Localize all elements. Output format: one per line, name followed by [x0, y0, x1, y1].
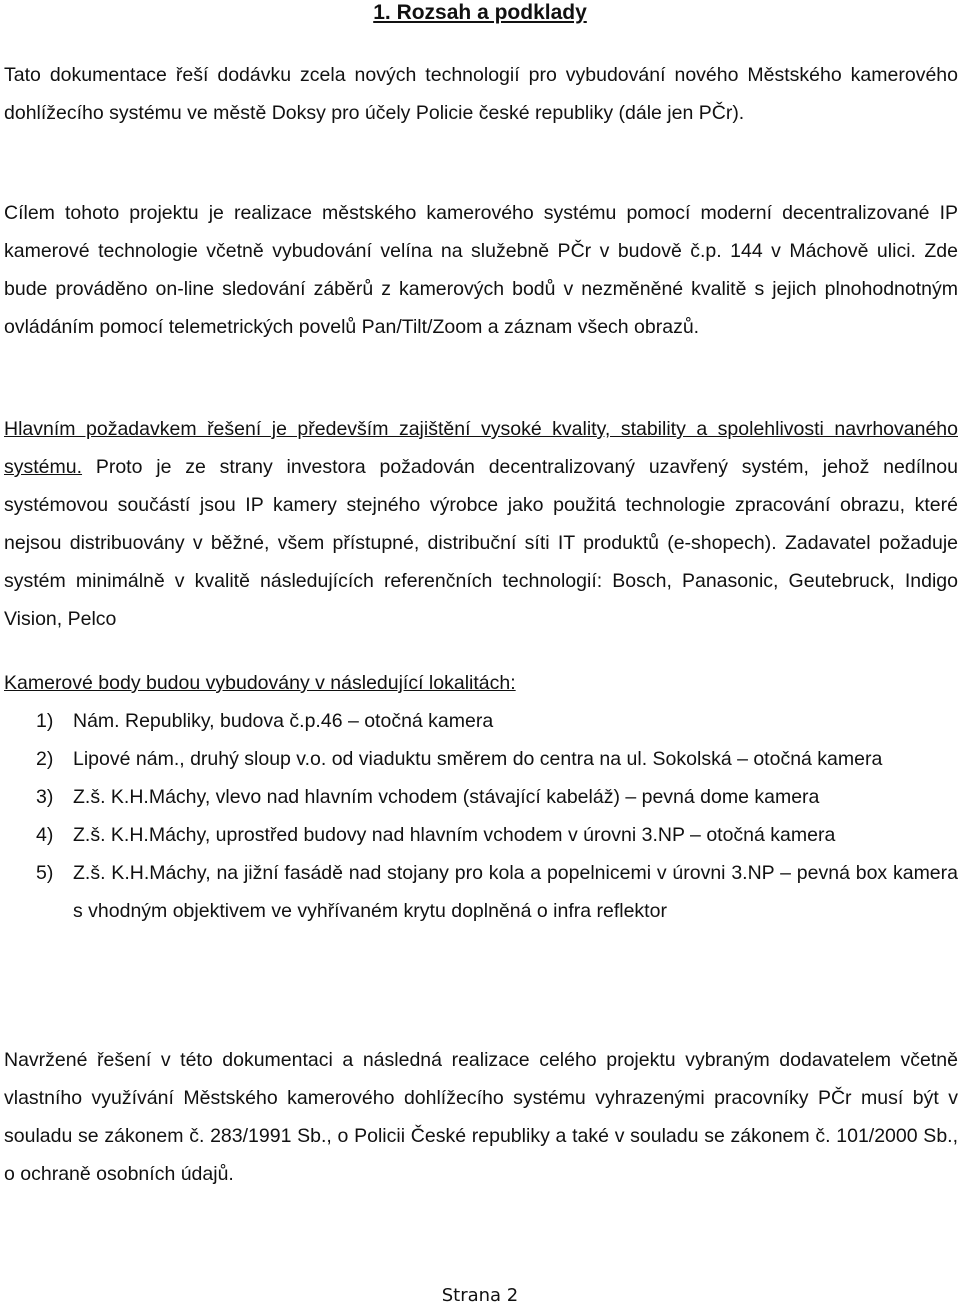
list-item — [0, 816, 958, 854]
requirement-text: Proto je ze strany investora požadován decentralizovaný uzavřený systém, jehož nedílnou systémovou součástí jsou IP kamery stejného výrobce jako použitá technologie zpracování obrazu, které nejsou distribuovány v běžné, všem přístupné, distribuční síti IT produktů (e-shopech). Zadavatel požaduje systém minimálně v kvalitě následujících referenčních technologií: Bosch, Panasonic, Geutebruck, Indigo Vision, Pelco — [4, 456, 958, 630]
requirement-emphasis: Hlavním požadavkem řešení je především zajištění vysoké kvality, stability a spolehlivosti navrhovaného systému. — [4, 418, 958, 478]
locations-list — [0, 702, 958, 930]
list-item-number: 2) — [36, 748, 54, 770]
list-item-text: Z.š. K.H.Máchy, na jižní fasádě nad stojany pro kola a popelnicemi v úrovni 3.NP – pevná box kamera s vhodným objektivem ve vyhřívaném krytu doplněná o infra reflektor — [73, 862, 958, 922]
intro-paragraph: Tato dokumentace řeší dodávku zcela nových technologií pro vybudování nového Městského kamerového dohlížecího systému ve městě Doksy pro účely Policie české republiky (dále jen PČr). — [4, 64, 958, 124]
locations-title: Kamerové body budou vybudovány v následující lokalitách: — [4, 672, 516, 694]
page-number: Strana 2 — [441, 1285, 519, 1306]
list-item-text: Z.š. K.H.Máchy, vlevo nad hlavním vchodem (stávající kabeláž) – pevná dome kamera — [73, 786, 820, 808]
list-item-text: Nám. Republiky, budova č.p.46 – otočná kamera — [73, 710, 494, 732]
list-item — [0, 854, 958, 930]
list-item-number: 3) — [36, 786, 54, 808]
conclusion-paragraph: Navržené řešení v této dokumentaci a následná realizace celého projektu vybraným dodavatelem včetně vlastního využívání Městského kamerového dohlížecího systému vyhrazenými pracovníky PČr musí být v souladu se zákonem č. 283/1991 Sb., o Policii České republiky a také v souladu se zákonem č. 101/2000 Sb., o ochraně osobních údajů. — [4, 1049, 958, 1185]
requirement-paragraph — [4, 410, 958, 638]
list-item-text: Lipové nám., druhý sloup v.o. od viaduktu směrem do centra na ul. Sokolská – otočná kamera — [73, 748, 883, 770]
list-item-number: 1) — [36, 710, 54, 732]
goal-paragraph: Cílem tohoto projektu je realizace městského kamerového systému pomocí moderní decentralizované IP kamerové technologie včetně vybudování velína na služebně PČr v budově č.p. 144 v Máchově ulici. Zde bude prováděno on-line sledování záběrů z kamerových bodů v nezměněné kvalitě s jejich plnohodnotným ovládáním pomocí telemetrických povelů Pan/Tilt/Zoom a záznam všech obrazů. — [4, 202, 958, 338]
list-item — [0, 702, 958, 740]
list-item-number: 5) — [36, 862, 54, 884]
list-item-number: 4) — [36, 824, 54, 846]
list-item — [0, 740, 958, 778]
section-heading: 1. Rozsah a podklady — [373, 1, 587, 24]
list-item — [0, 778, 958, 816]
list-item-text: Z.š. K.H.Máchy, uprostřed budovy nad hlavním vchodem v úrovni 3.NP – otočná kamera — [73, 824, 836, 846]
